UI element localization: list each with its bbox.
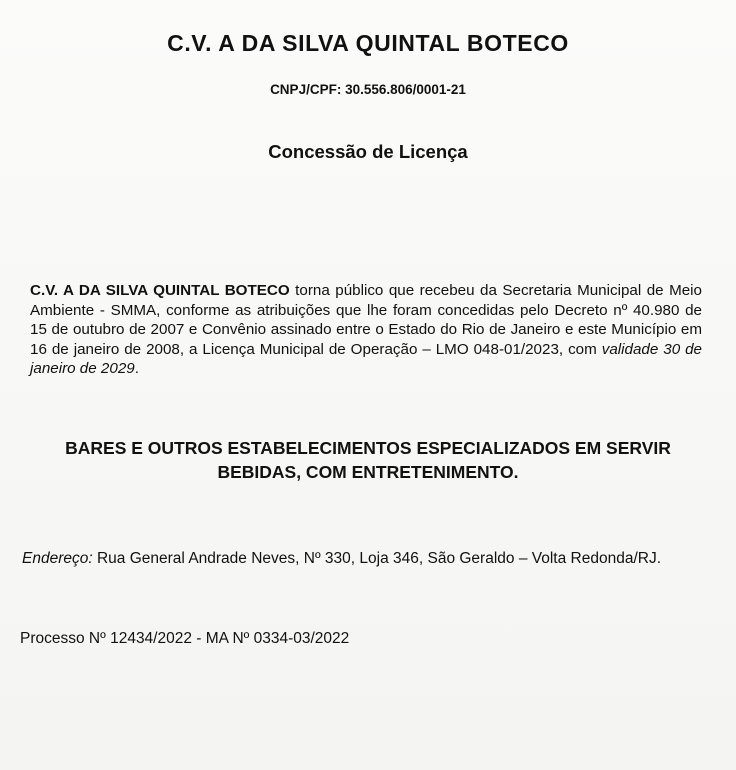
body-company-name: C.V. A DA SILVA QUINTAL BOTECO [30,282,290,299]
category-line-2: BEBIDAS, COM ENTRETENIMENTO. [217,462,519,482]
company-title: C.V. A DA SILVA QUINTAL BOTECO [167,30,569,56]
address-value: Rua General Andrade Neves, Nº 330, Loja 346, São Geraldo – Volta Redonda/RJ. [92,550,662,567]
body-validity: validade 30 de janeiro de 2029 [30,340,702,377]
document-subtitle: Concessão de Licença [268,141,468,162]
cnpj-line: CNPJ/CPF: 30.556.806/0001-21 [270,82,466,97]
process-number: Processo Nº 12434/2022 - MA Nº 0334-03/2022 [20,630,350,647]
body-end: . [134,360,139,377]
address-label: Endereço: [22,550,93,567]
address-block [22,549,662,569]
license-body-paragraph [30,281,702,379]
category-line-1: BARES E OUTROS ESTABELECIMENTOS ESPECIALIZADOS EM SERVIR [65,438,671,458]
activity-category [20,436,716,484]
body-text: torna público que recebeu da Secretaria Municipal de Meio Ambiente - SMMA, conforme as atribuições que lhe foram concedidas pelo Decreto nº 40.980 de 15 de outubro de 2007 e Convênio assinado entre o Estado do Rio de Janeiro e este Município em 16 de janeiro de 2008, a Licença Municipal de Operação – LMO 048-01/2023, com [30,282,702,358]
